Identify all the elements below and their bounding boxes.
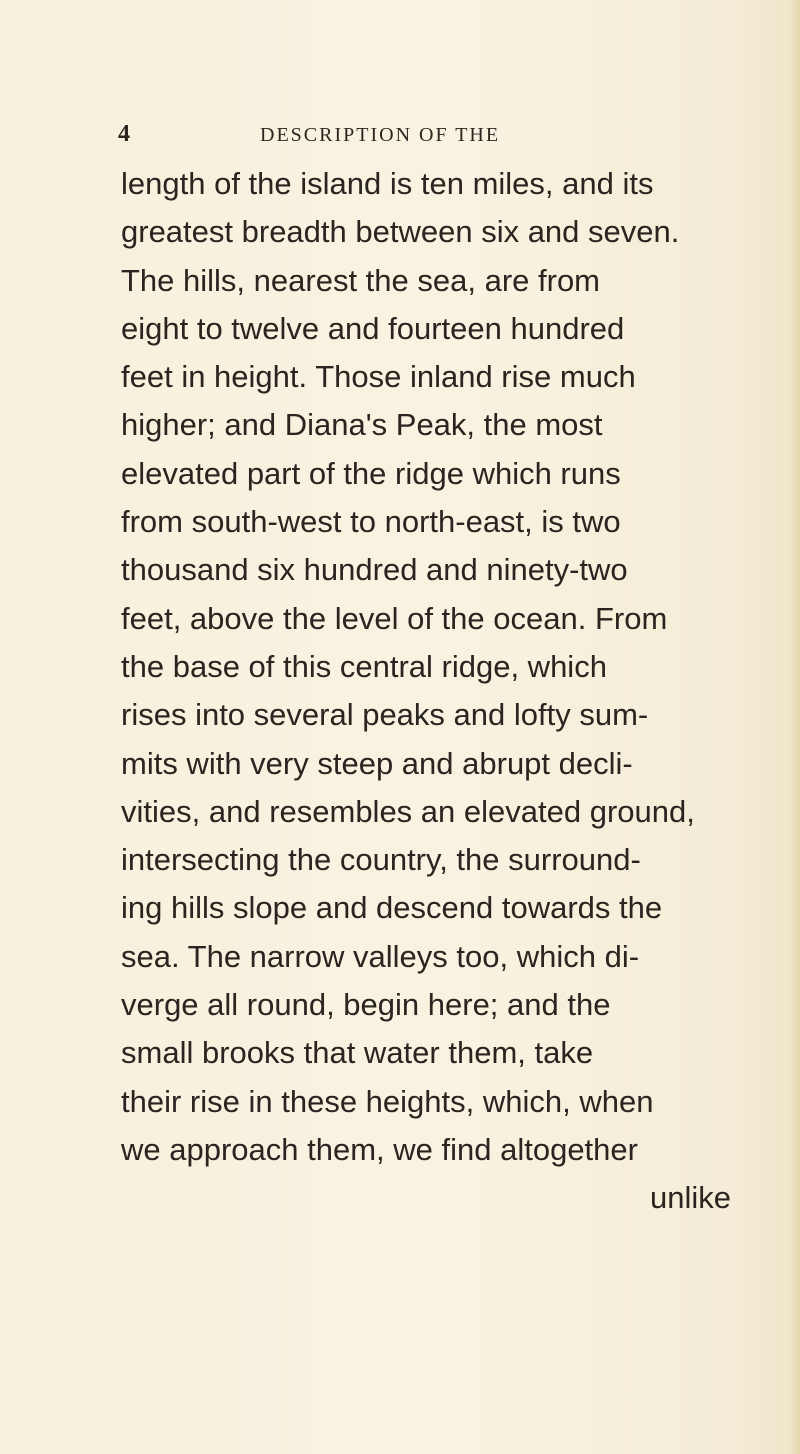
- text-line: feet, above the level of the ocean. From: [121, 600, 668, 636]
- text-line: feet in height. Those inland rise much: [121, 359, 636, 395]
- text-line: elevated part of the ridge which runs: [121, 455, 621, 491]
- text-line: their rise in these heights, which, when: [121, 1083, 654, 1119]
- text-line: sea. The narrow valleys too, which di-: [121, 938, 640, 974]
- text-line: length of the island is ten miles, and its: [121, 166, 654, 201]
- text-line: verge all round, begin here; and the: [121, 987, 611, 1023]
- text-line: small brooks that water them, take: [121, 1035, 594, 1071]
- page-number: 4: [118, 121, 130, 147]
- page-edge: [790, 0, 800, 1454]
- text-line: mits with very steep and abrupt decli-: [121, 745, 633, 781]
- text-line: we approach them, we find altogether: [121, 1131, 638, 1167]
- catchword: unlike: [650, 1180, 731, 1216]
- text-line: the base of this central ridge, which: [121, 648, 607, 684]
- running-head: DESCRIPTION OF THE: [260, 124, 501, 146]
- text-line: eight to twelve and fourteen hundred: [121, 310, 625, 346]
- text-line: higher; and Diana's Peak, the most: [121, 407, 603, 443]
- body-text: [121, 160, 741, 1223]
- page-header: [118, 121, 718, 151]
- text-line: intersecting the country, the surround-: [121, 842, 641, 878]
- text-line: The hills, nearest the sea, are from: [121, 262, 601, 298]
- text-line: greatest breadth between six and seven.: [121, 214, 680, 250]
- text-line: rises into several peaks and lofty sum-: [121, 697, 649, 733]
- text-line: vities, and resembles an elevated ground,: [121, 793, 695, 829]
- text-line: ing hills slope and descend towards the: [121, 890, 663, 926]
- text-line: thousand six hundred and ninety-two: [121, 552, 628, 588]
- text-line: from south-west to north-east, is two: [121, 504, 621, 540]
